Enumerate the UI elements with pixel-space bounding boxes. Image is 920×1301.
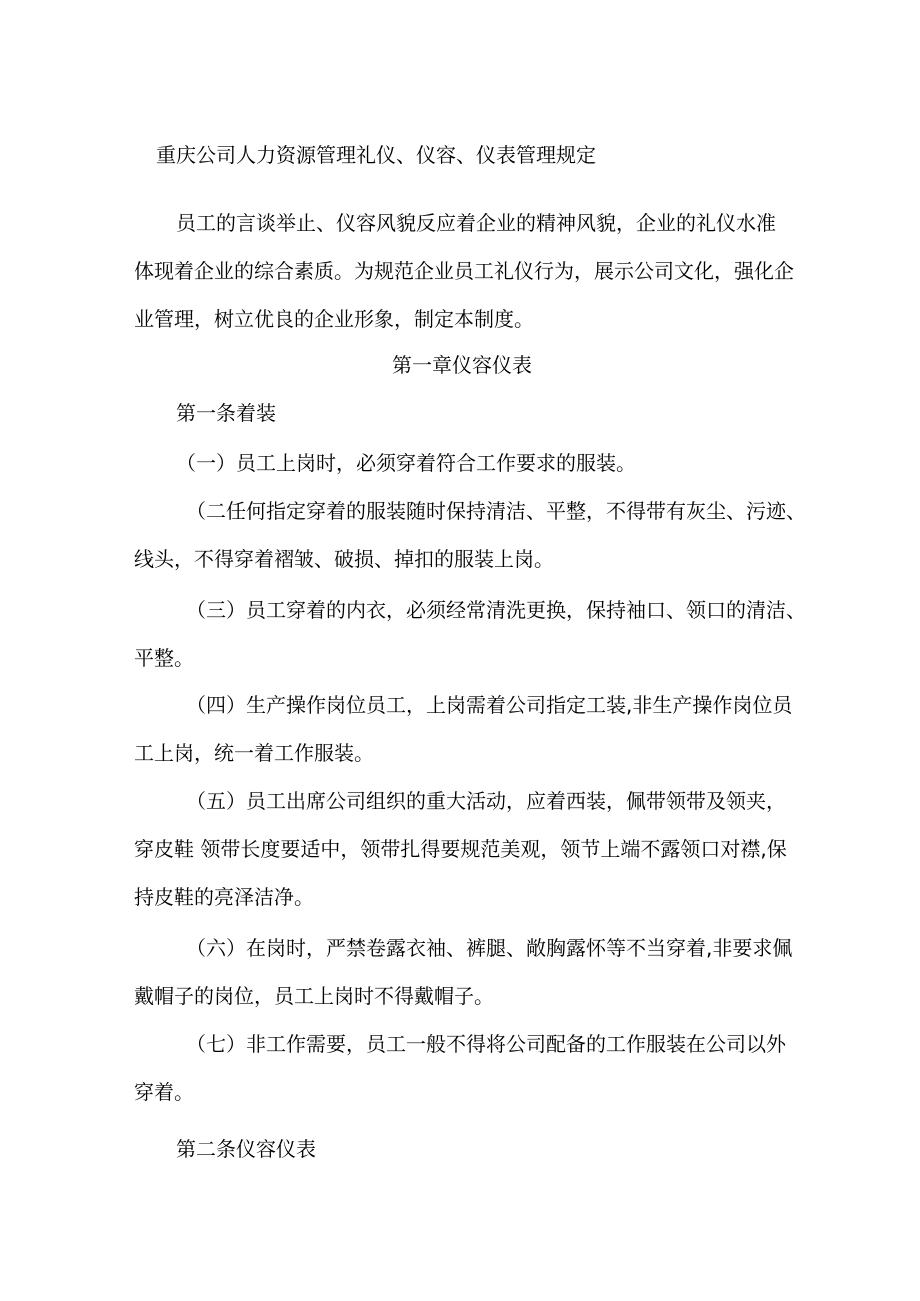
article-1-item-6-line-1: （六）在岗时，严禁卷露衣袖、裤腿、敞胸露怀等不当穿着,非要求佩 (186, 936, 793, 960)
article-1-item-5-line-3: 持皮鞋的亮泽洁净。 (134, 885, 314, 909)
intro-line-1: 员工的言谈举止、仪容风貌反应着企业的精神风貌，企业的礼仪水准 (176, 211, 776, 235)
intro-line-3: 业管理，树立优良的企业形象，制定本制度。 (134, 307, 534, 331)
article-2-title: 第二条仪容仪表 (176, 1137, 316, 1161)
article-1-item-3-line-1: （三）员工穿着的内衣，必须经常清洗更换，保持袖口、领口的清洁、 (186, 598, 806, 622)
article-1-item-1-line-1: （一）员工上岗时，必须穿着符合工作要求的服装。 (176, 451, 636, 475)
chapter-title: 第一章仪容仪表 (392, 353, 532, 377)
document-title: 重庆公司人力资源管理礼仪、仪容、仪表管理规定 (156, 143, 596, 167)
article-1-item-5-line-1: （五）员工出席公司组织的重大活动，应着西装，佩带领带及领夹， (186, 789, 786, 813)
article-1-item-5-line-2: 穿皮鞋 领带长度要适中，领带扎得要规范美观，领节上端不露领口对襟,保 (134, 837, 787, 861)
article-1-item-3-line-2: 平整。 (134, 646, 194, 670)
article-1-item-7-line-2: 穿着。 (134, 1080, 194, 1104)
article-1-item-2-line-2: 线头，不得穿着褶皱、破损、掉扣的服装上岗。 (134, 547, 554, 571)
article-1-item-4-line-1: （四）生产操作岗位员工，上岗需着公司指定工装,非生产操作岗位员 (186, 693, 793, 717)
article-1-title: 第一条着装 (176, 401, 276, 425)
article-1-item-6-line-2: 戴帽子的岗位，员工上岗时不得戴帽子。 (134, 984, 494, 1008)
article-1-item-7-line-1: （七）非工作需要，员工一般不得将公司配备的工作服装在公司以外 (186, 1032, 786, 1056)
article-1-item-2-line-1: （二任何指定穿着的服装随时保持清洁、平整，不得带有灰尘、污迹、 (186, 499, 806, 523)
article-1-item-4-line-2: 工上岗，统一着工作服装。 (134, 741, 374, 765)
intro-line-2: 体现着企业的综合素质。为规范企业员工礼仪行为，展示公司文化，强化企 (134, 259, 794, 283)
